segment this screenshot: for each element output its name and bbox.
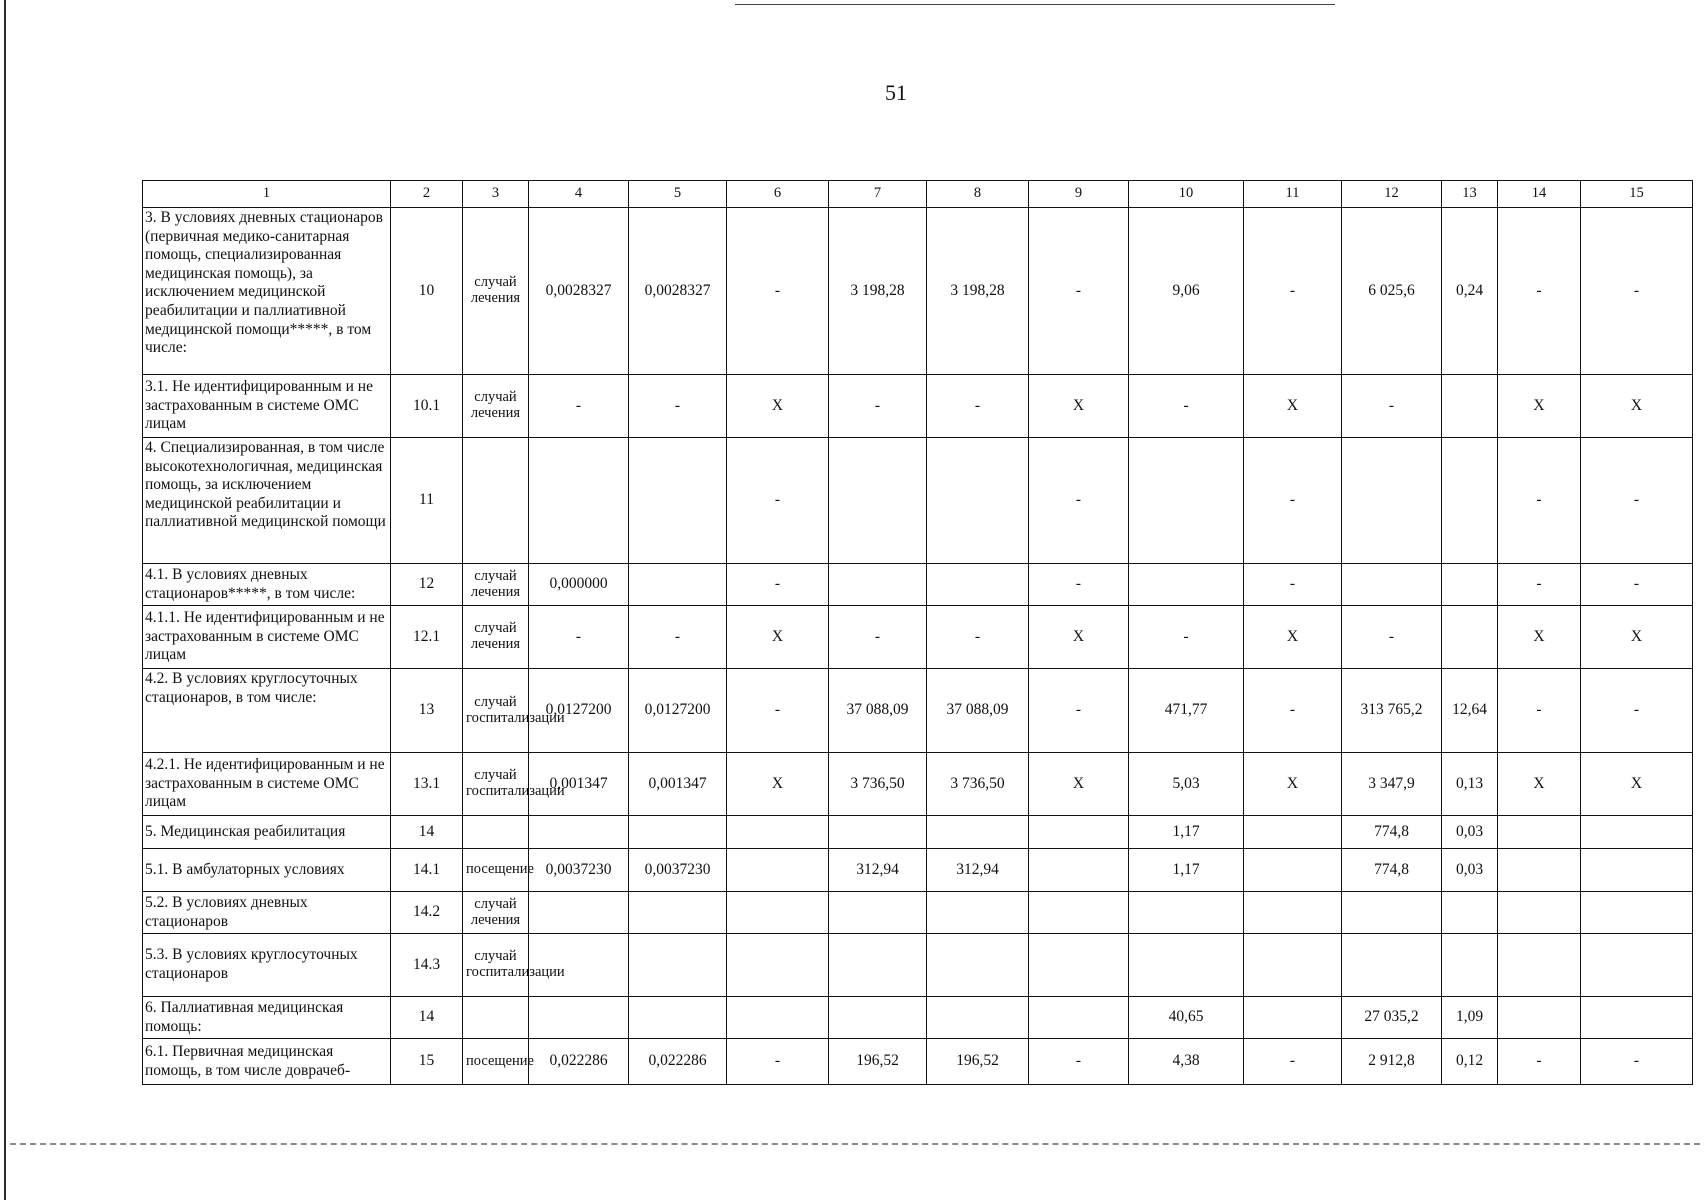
row-label: 5.3. В условиях круглосуточных стационаров	[143, 934, 391, 997]
value-cell: 471,77	[1129, 669, 1244, 753]
row-code-cell: 14.2	[391, 892, 463, 934]
row-label: 5.2. В условиях дневных стационаров	[143, 892, 391, 934]
value-cell: -	[727, 564, 829, 606]
column-header: 14	[1498, 181, 1581, 208]
value-cell: 196,52	[927, 1039, 1029, 1085]
value-cell: -	[1129, 375, 1244, 438]
value-cell: -	[927, 375, 1029, 438]
unit-cell: посещение	[463, 1039, 529, 1085]
value-cell	[1342, 438, 1442, 564]
value-cell	[1442, 375, 1498, 438]
value-cell	[927, 438, 1029, 564]
table-header-row	[143, 181, 1693, 208]
table-row	[143, 606, 1693, 669]
row-code-cell: 14.1	[391, 849, 463, 892]
value-cell: -	[1581, 438, 1693, 564]
value-cell	[727, 934, 829, 997]
value-cell: 12,64	[1442, 669, 1498, 753]
value-cell: 5,03	[1129, 753, 1244, 816]
value-cell: Х	[1244, 606, 1342, 669]
value-cell: Х	[1244, 753, 1342, 816]
value-cell	[1442, 606, 1498, 669]
value-cell: -	[727, 208, 829, 375]
value-cell: 0,022286	[529, 1039, 629, 1085]
row-label: 3. В условиях дневных стационаров (первичная медико-санитарная помощь, специализированная медицинская помощь), за исключением медицинской реабилитации и паллиативной медицинской помощи*****, в том числе:	[143, 208, 391, 375]
table-row	[143, 438, 1693, 564]
value-cell	[1244, 849, 1342, 892]
value-cell	[629, 816, 727, 849]
value-cell: 3 736,50	[829, 753, 927, 816]
value-cell	[829, 438, 927, 564]
column-header: 7	[829, 181, 927, 208]
value-cell	[927, 997, 1029, 1039]
row-label: 3.1. Не идентифицированным и не застрахованным в системе ОМС лицам	[143, 375, 391, 438]
row-code-cell: 13	[391, 669, 463, 753]
row-label: 4.2. В условиях круглосуточных стационаров, в том числе:	[143, 669, 391, 753]
value-cell: -	[1244, 208, 1342, 375]
column-header: 3	[463, 181, 529, 208]
value-cell: 3 736,50	[927, 753, 1029, 816]
value-cell	[1129, 438, 1244, 564]
column-header: 2	[391, 181, 463, 208]
value-cell	[1029, 892, 1129, 934]
table-row	[143, 1039, 1693, 1085]
value-cell: -	[1244, 669, 1342, 753]
value-cell: -	[629, 375, 727, 438]
unit-cell	[463, 816, 529, 849]
unit-cell: случай лечения	[463, 208, 529, 375]
value-cell: -	[1029, 438, 1129, 564]
row-code-cell: 10.1	[391, 375, 463, 438]
value-cell	[1029, 816, 1129, 849]
value-cell: Х	[1244, 375, 1342, 438]
row-label: 6. Паллиативная медицинская помощь:	[143, 997, 391, 1039]
value-cell: 1,17	[1129, 849, 1244, 892]
value-cell: -	[1498, 208, 1581, 375]
value-cell	[1581, 849, 1693, 892]
value-cell: -	[1498, 564, 1581, 606]
value-cell: 312,94	[829, 849, 927, 892]
value-cell: 2 912,8	[1342, 1039, 1442, 1085]
value-cell	[1442, 564, 1498, 606]
value-cell: 3 198,28	[927, 208, 1029, 375]
value-cell: Х	[1581, 606, 1693, 669]
value-cell: -	[1581, 669, 1693, 753]
scan-border-top	[735, 4, 1335, 5]
row-label: 6.1. Первичная медицинская помощь, в том числе доврачеб-	[143, 1039, 391, 1085]
value-cell: 1,09	[1442, 997, 1498, 1039]
unit-cell	[463, 997, 529, 1039]
value-cell: -	[1129, 606, 1244, 669]
value-cell	[829, 997, 927, 1039]
value-cell	[1244, 816, 1342, 849]
value-cell	[829, 564, 927, 606]
row-code-cell: 12	[391, 564, 463, 606]
unit-cell: посещение	[463, 849, 529, 892]
value-cell	[927, 564, 1029, 606]
value-cell	[1029, 849, 1129, 892]
value-cell: 0,03	[1442, 816, 1498, 849]
value-cell: 0,0028327	[629, 208, 727, 375]
row-code-cell: 13.1	[391, 753, 463, 816]
value-cell	[1342, 564, 1442, 606]
value-cell: 4,38	[1129, 1039, 1244, 1085]
row-code-cell: 15	[391, 1039, 463, 1085]
unit-cell: случай лечения	[463, 375, 529, 438]
value-cell	[1244, 892, 1342, 934]
value-cell	[629, 934, 727, 997]
value-cell: 1,17	[1129, 816, 1244, 849]
value-cell	[1029, 934, 1129, 997]
value-cell: Х	[1029, 606, 1129, 669]
unit-cell: случай лечения	[463, 892, 529, 934]
value-cell	[1498, 997, 1581, 1039]
row-code-cell: 14.3	[391, 934, 463, 997]
unit-cell: случай госпитализации	[463, 669, 529, 753]
value-cell: 0,13	[1442, 753, 1498, 816]
table-row	[143, 375, 1693, 438]
row-label: 5.1. В амбулаторных условиях	[143, 849, 391, 892]
row-code-cell: 10	[391, 208, 463, 375]
value-cell	[727, 997, 829, 1039]
value-cell	[927, 892, 1029, 934]
value-cell: -	[1244, 1039, 1342, 1085]
row-label: 4. Специализированная, в том числе высокотехнологичная, медицинская помощь, за исключением медицинской реабилитации и паллиативной медицинской помощи	[143, 438, 391, 564]
value-cell: -	[727, 669, 829, 753]
value-cell: -	[529, 606, 629, 669]
value-cell: -	[629, 606, 727, 669]
value-cell	[1581, 816, 1693, 849]
value-cell	[629, 564, 727, 606]
unit-cell: случай лечения	[463, 564, 529, 606]
value-cell	[1342, 934, 1442, 997]
column-header: 13	[1442, 181, 1498, 208]
value-cell: 0,000000	[529, 564, 629, 606]
value-cell: Х	[727, 606, 829, 669]
row-code-cell: 11	[391, 438, 463, 564]
value-cell: 0,12	[1442, 1039, 1498, 1085]
value-cell: -	[1244, 564, 1342, 606]
column-header: 12	[1342, 181, 1442, 208]
value-cell	[829, 934, 927, 997]
column-header: 9	[1029, 181, 1129, 208]
value-cell: -	[927, 606, 1029, 669]
column-header: 5	[629, 181, 727, 208]
value-cell	[727, 816, 829, 849]
value-cell: -	[829, 606, 927, 669]
table-row	[143, 753, 1693, 816]
value-cell: Х	[1498, 606, 1581, 669]
value-cell: 0,24	[1442, 208, 1498, 375]
value-cell: -	[1581, 564, 1693, 606]
value-cell: Х	[1498, 753, 1581, 816]
value-cell	[629, 997, 727, 1039]
value-cell	[1029, 997, 1129, 1039]
value-cell	[1581, 934, 1693, 997]
value-cell: -	[1029, 669, 1129, 753]
value-cell	[1129, 564, 1244, 606]
unit-cell: случай госпитализации	[463, 753, 529, 816]
unit-cell: случай госпитализации	[463, 934, 529, 997]
row-code-cell: 14	[391, 997, 463, 1039]
value-cell: -	[1244, 438, 1342, 564]
table-row	[143, 849, 1693, 892]
value-cell	[629, 892, 727, 934]
value-cell: -	[1342, 375, 1442, 438]
column-header: 15	[1581, 181, 1693, 208]
value-cell	[1442, 438, 1498, 564]
table-row	[143, 564, 1693, 606]
value-cell	[927, 934, 1029, 997]
value-cell	[1129, 892, 1244, 934]
value-cell: 6 025,6	[1342, 208, 1442, 375]
value-cell: -	[1581, 1039, 1693, 1085]
value-cell: 196,52	[829, 1039, 927, 1085]
value-cell: -	[1498, 669, 1581, 753]
value-cell: 774,8	[1342, 816, 1442, 849]
unit-cell: случай лечения	[463, 606, 529, 669]
table-row	[143, 208, 1693, 375]
value-cell: -	[727, 1039, 829, 1085]
row-label: 4.2.1. Не идентифицированным и не застрахованным в системе ОМС лицам	[143, 753, 391, 816]
value-cell: 3 347,9	[1342, 753, 1442, 816]
value-cell: -	[1498, 1039, 1581, 1085]
value-cell	[1442, 892, 1498, 934]
unit-cell	[463, 438, 529, 564]
value-cell	[1244, 997, 1342, 1039]
value-cell	[1581, 892, 1693, 934]
value-cell: -	[1342, 606, 1442, 669]
value-cell: 37 088,09	[829, 669, 927, 753]
value-cell	[1442, 934, 1498, 997]
value-cell: 0,022286	[629, 1039, 727, 1085]
value-cell: 0,0037230	[629, 849, 727, 892]
column-header: 6	[727, 181, 829, 208]
row-code-cell: 12.1	[391, 606, 463, 669]
value-cell: Х	[727, 375, 829, 438]
value-cell	[1244, 934, 1342, 997]
value-cell: 3 198,28	[829, 208, 927, 375]
value-cell: 0,0037230	[529, 849, 629, 892]
value-cell	[727, 892, 829, 934]
value-cell: 37 088,09	[927, 669, 1029, 753]
value-cell	[1581, 997, 1693, 1039]
value-cell	[1498, 849, 1581, 892]
value-cell: Х	[1029, 753, 1129, 816]
column-header: 10	[1129, 181, 1244, 208]
value-cell: Х	[1498, 375, 1581, 438]
value-cell: 9,06	[1129, 208, 1244, 375]
column-header: 8	[927, 181, 1029, 208]
value-cell: 0,001347	[529, 753, 629, 816]
value-cell: 312,94	[927, 849, 1029, 892]
value-cell	[1498, 816, 1581, 849]
table-row	[143, 816, 1693, 849]
value-cell: 0,03	[1442, 849, 1498, 892]
value-cell: Х	[1029, 375, 1129, 438]
scan-border-left	[4, 0, 6, 1200]
value-cell: Х	[1581, 375, 1693, 438]
value-cell: -	[829, 375, 927, 438]
value-cell	[529, 892, 629, 934]
value-cell	[1498, 892, 1581, 934]
value-cell: 40,65	[1129, 997, 1244, 1039]
value-cell: -	[1029, 208, 1129, 375]
value-cell: 774,8	[1342, 849, 1442, 892]
page-number: 51	[885, 80, 907, 105]
value-cell: Х	[1581, 753, 1693, 816]
value-cell	[629, 438, 727, 564]
row-label: 4.1.1. Не идентифицированным и не застрахованным в системе ОМС лицам	[143, 606, 391, 669]
value-cell	[1342, 892, 1442, 934]
value-cell: 0,0127200	[529, 669, 629, 753]
value-cell	[529, 997, 629, 1039]
value-cell	[829, 892, 927, 934]
scan-border-bottom	[10, 1143, 1700, 1145]
value-cell: 313 765,2	[1342, 669, 1442, 753]
value-cell: 0,0127200	[629, 669, 727, 753]
value-cell: -	[1029, 1039, 1129, 1085]
value-cell: -	[1581, 208, 1693, 375]
value-cell	[529, 438, 629, 564]
table-row	[143, 669, 1693, 753]
value-cell: -	[1498, 438, 1581, 564]
value-cell	[927, 816, 1029, 849]
value-cell: -	[529, 375, 629, 438]
value-cell: 0,0028327	[529, 208, 629, 375]
value-cell: -	[727, 438, 829, 564]
column-header: 1	[143, 181, 391, 208]
row-label: 5. Медицинская реабилитация	[143, 816, 391, 849]
data-table	[142, 180, 1693, 1085]
value-cell	[1129, 934, 1244, 997]
value-cell	[1498, 934, 1581, 997]
value-cell: Х	[727, 753, 829, 816]
value-cell	[829, 816, 927, 849]
table-row	[143, 934, 1693, 997]
value-cell	[529, 816, 629, 849]
column-header: 4	[529, 181, 629, 208]
value-cell: -	[1029, 564, 1129, 606]
column-header: 11	[1244, 181, 1342, 208]
value-cell	[727, 849, 829, 892]
row-code-cell: 14	[391, 816, 463, 849]
value-cell: 0,001347	[629, 753, 727, 816]
table-row	[143, 997, 1693, 1039]
value-cell: 27 035,2	[1342, 997, 1442, 1039]
table-row	[143, 892, 1693, 934]
row-label: 4.1. В условиях дневных стационаров*****, в том числе:	[143, 564, 391, 606]
